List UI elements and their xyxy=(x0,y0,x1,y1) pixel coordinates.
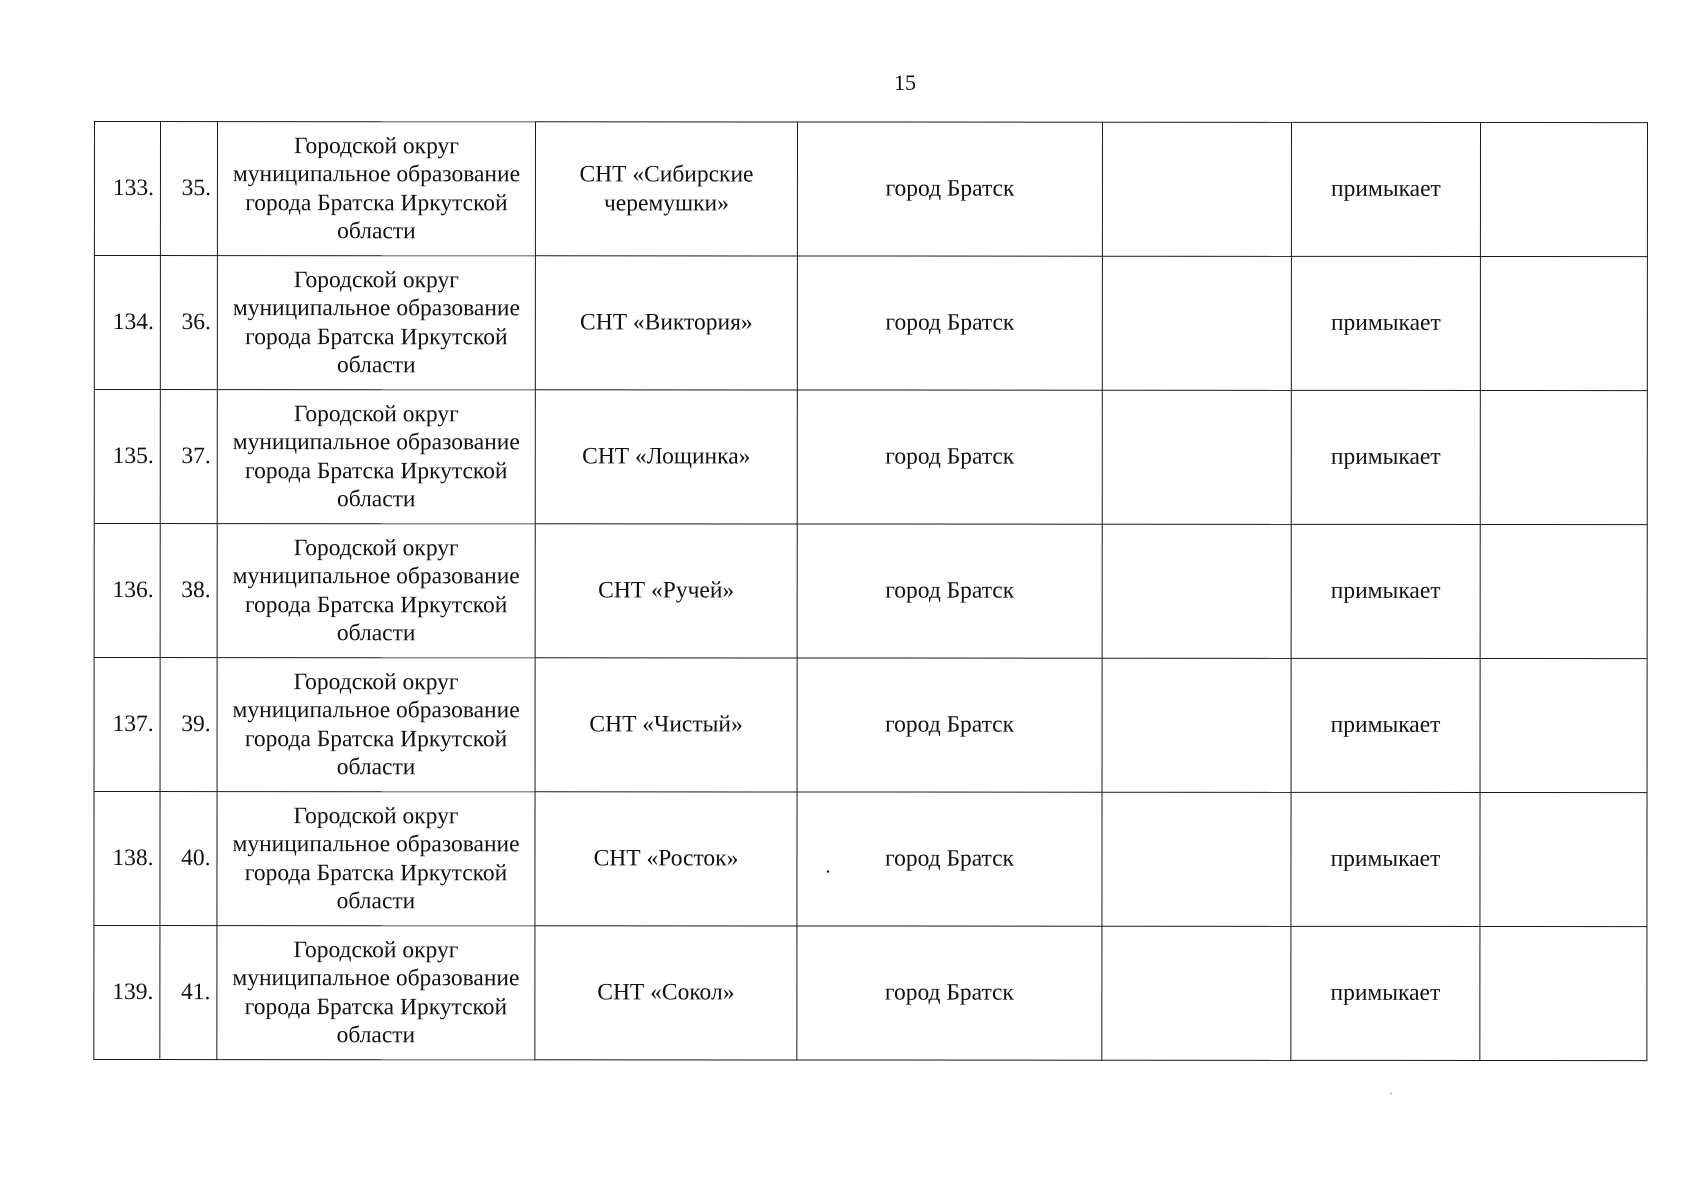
sub-number-cell: 39. xyxy=(160,658,217,792)
relation-cell: примыкает xyxy=(1291,122,1480,256)
table-row xyxy=(94,122,1647,257)
row-number-cell: 139. xyxy=(94,926,160,1060)
table-row xyxy=(94,792,1647,927)
location-cell: город Братск xyxy=(797,256,1102,390)
stray-dot-mark: . xyxy=(825,855,831,878)
relation-cell: примыкает xyxy=(1291,390,1480,524)
row-number-cell: 138. xyxy=(94,792,160,926)
empty-cell xyxy=(1102,524,1291,658)
snt-name-cell: СНТ «Росток» xyxy=(535,792,797,926)
empty-cell xyxy=(1480,256,1647,390)
municipality-cell: Городской округ муниципальное образование города Братска Иркутской области xyxy=(217,524,535,658)
row-number-cell: 135. xyxy=(94,390,160,524)
municipality-cell: Городской округ муниципальное образование города Братска Иркутской области xyxy=(217,256,535,390)
location-cell: город Братск xyxy=(797,390,1102,524)
sub-number-cell: 40. xyxy=(160,792,217,926)
location-cell: город Братск xyxy=(797,122,1102,256)
relation-cell: примыкает xyxy=(1291,792,1480,926)
snt-name-cell: СНТ «Чистый» xyxy=(535,658,797,792)
relation-cell: примыкает xyxy=(1291,524,1480,658)
table-row xyxy=(94,926,1647,1061)
empty-cell xyxy=(1480,524,1647,658)
row-number-cell: 134. xyxy=(94,256,160,390)
snt-name-cell: СНТ «Ручей» xyxy=(535,524,797,658)
location-text: город Братск xyxy=(885,845,1014,872)
sub-number-cell: 36. xyxy=(160,256,217,390)
empty-cell xyxy=(1480,926,1647,1060)
snt-name-cell: СНТ «Виктория» xyxy=(535,256,797,390)
empty-cell xyxy=(1102,256,1291,390)
municipality-cell: Городской округ муниципальное образование города Братска Иркутской области xyxy=(217,658,535,792)
municipality-cell: Городской округ муниципальное образование города Братска Иркутской области xyxy=(217,122,535,256)
sub-number-cell: 38. xyxy=(160,524,217,658)
table-row xyxy=(94,658,1647,793)
empty-cell xyxy=(1102,390,1291,524)
table-body xyxy=(94,122,1648,1061)
snt-name-cell: СНТ «Сокол» xyxy=(535,926,797,1060)
empty-cell xyxy=(1480,658,1647,792)
empty-cell xyxy=(1102,658,1291,792)
empty-cell xyxy=(1102,122,1291,256)
relation-cell: примыкает xyxy=(1291,256,1480,390)
row-number-cell: 133. xyxy=(94,122,160,256)
table-row xyxy=(94,390,1647,525)
sub-number-cell: 35. xyxy=(160,122,217,256)
location-cell xyxy=(797,792,1102,926)
municipality-cell: Городской округ муниципальное образование города Братска Иркутской области xyxy=(217,792,535,926)
empty-cell xyxy=(1102,926,1291,1060)
municipality-cell: Городской округ муниципальное образование города Братска Иркутской области xyxy=(217,926,535,1060)
relation-cell: примыкает xyxy=(1291,658,1480,792)
table-row xyxy=(94,256,1647,391)
location-cell: город Братск xyxy=(797,524,1102,658)
relation-cell: примыкает xyxy=(1291,926,1480,1060)
snt-name-cell: СНТ «Сибирские черемушки» xyxy=(535,122,797,256)
location-cell: город Братск xyxy=(797,658,1102,792)
snt-registry-table xyxy=(93,121,1648,1061)
sub-number-cell: 41. xyxy=(160,926,217,1060)
table-row xyxy=(94,524,1647,659)
sub-number-cell: 37. xyxy=(160,390,217,524)
page-number: 15 xyxy=(894,70,916,95)
empty-cell xyxy=(1102,792,1291,926)
empty-cell xyxy=(1480,390,1647,524)
empty-cell xyxy=(1480,122,1647,256)
row-number-cell: 137. xyxy=(94,658,160,792)
row-number-cell: 136. xyxy=(94,524,160,658)
municipality-cell: Городской округ муниципальное образование города Братска Иркутской области xyxy=(217,390,535,524)
empty-cell xyxy=(1480,792,1647,926)
location-cell: город Братск xyxy=(797,926,1102,1060)
scan-speck xyxy=(1390,1093,1392,1094)
snt-name-cell: СНТ «Лощинка» xyxy=(535,390,797,524)
